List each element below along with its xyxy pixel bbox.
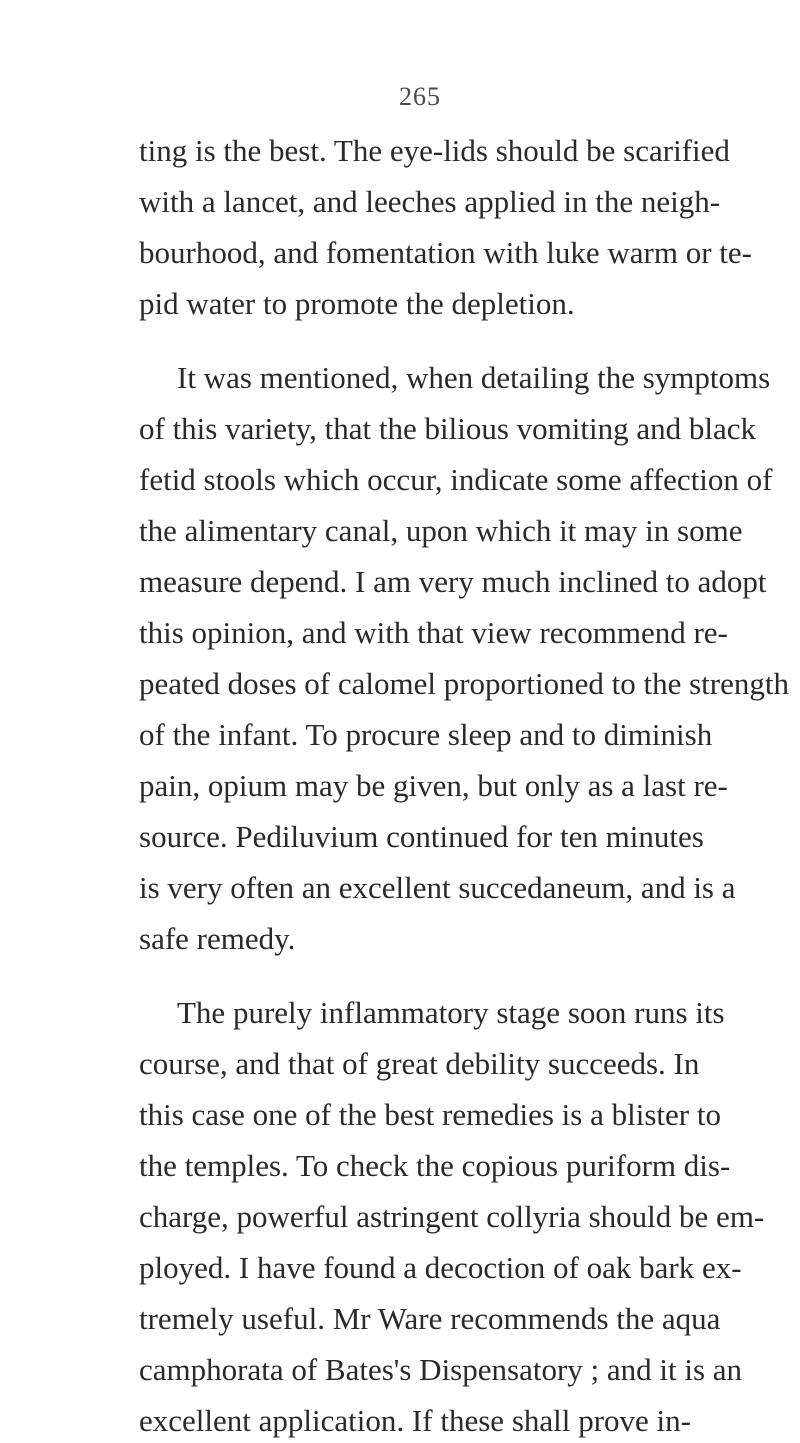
- page-number: 265: [399, 82, 441, 111]
- text-line: ting is the best. The eye-lids should be scarified: [139, 133, 730, 168]
- text-line: of this variety, that the bilious vomiting and black: [139, 411, 757, 446]
- text-line: safe remedy.: [139, 921, 296, 956]
- text-line: course, and that of great debility succeeds. In: [139, 1046, 700, 1081]
- text-line: the temples. To check the copious puriform dis-: [139, 1148, 731, 1183]
- text-line: fetid stools which occur, indicate some affection of: [139, 462, 773, 497]
- text-line: excellent application. If these shall prove in-: [139, 1403, 691, 1438]
- text-line: pain, opium may be given, but only as a last re-: [139, 768, 728, 803]
- text-line: source. Pediluvium continued for ten minutes: [139, 819, 704, 854]
- text-line: The purely inflammatory stage soon runs its: [177, 995, 725, 1030]
- text-line: this opinion, and with that view recommend re-: [139, 615, 728, 650]
- text-line: tremely useful. Mr Ware recommends the aqua: [139, 1301, 721, 1336]
- text-line: It was mentioned, when detailing the symptoms: [177, 360, 771, 395]
- text-line: measure depend. I am very much inclined to adopt: [139, 564, 767, 599]
- text-line: charge, powerful astringent collyria should be em-: [139, 1199, 765, 1234]
- text-line: bourhood, and fomentation with luke warm or te-: [139, 235, 752, 270]
- text-line: this case one of the best remedies is a blister to: [139, 1097, 721, 1132]
- text-line: the alimentary canal, upon which it may in some: [139, 513, 743, 548]
- text-line: of the infant. To procure sleep and to diminish: [139, 717, 713, 752]
- text-line: camphorata of Bates's Dispensatory ; and it is an: [139, 1352, 743, 1387]
- text-line: pid water to promote the depletion.: [139, 286, 575, 321]
- text-line: with a lancet, and leeches applied in the neigh-: [139, 184, 721, 219]
- text-line: is very often an excellent succedaneum, and is a: [139, 870, 736, 905]
- text-line: ployed. I have found a decoction of oak bark ex-: [139, 1250, 742, 1285]
- text-line: peated doses of calomel proportioned to the strength: [139, 666, 789, 701]
